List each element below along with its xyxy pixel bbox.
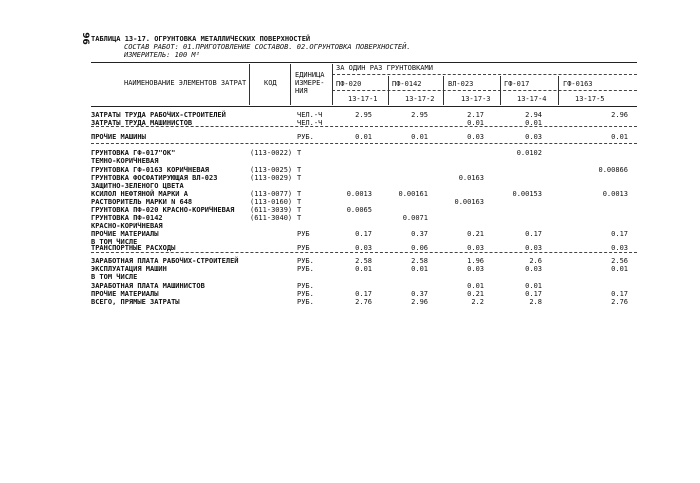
row-name: ЗАРАБОТНАЯ ПЛАТА МАШИНИСТОВ xyxy=(91,282,205,290)
header-primer: ГФ-017 xyxy=(504,80,530,88)
row-name: ГРУНТОВКА ГФ-0163 КОРИЧНЕВАЯ xyxy=(91,166,210,174)
row-name: ГРУНТОВКА ФОСФАТИРУЮЩАЯ ВЛ-023 xyxy=(91,174,218,182)
header-name: НАИМЕНОВАНИЕ ЭЛЕМЕНТОВ ЗАТРАТ xyxy=(124,79,247,87)
row-unit: РУБ. xyxy=(297,290,314,298)
row-unit: РУБ xyxy=(297,230,310,238)
row-value: 0.06 xyxy=(411,244,428,252)
row-code: (611-3039) xyxy=(250,206,293,214)
row-name: ЗАЩИТНО-ЗЕЛЕНОГО ЦВЕТА xyxy=(91,182,184,190)
header-group-rule xyxy=(332,74,637,75)
row-value: 2.94 xyxy=(525,111,542,119)
header-divider xyxy=(443,76,444,105)
meter-unit: ИЗМЕРИТЕЛЬ: 100 М² xyxy=(124,51,200,59)
row-value: 0.00866 xyxy=(598,166,628,174)
row-value: 0.00161 xyxy=(398,190,428,198)
row-value: 0.21 xyxy=(467,230,484,238)
row-name: КРАСНО-КОРИЧНЕВАЯ xyxy=(91,222,163,230)
header-primer: ПФ-020 xyxy=(336,80,362,88)
row-value: 0.03 xyxy=(525,133,542,141)
row-value: 2.76 xyxy=(611,298,628,306)
row-value: 2.58 xyxy=(411,257,428,265)
row-value: 0.0071 xyxy=(402,214,428,222)
header-bottom-rule xyxy=(91,106,637,107)
row-code: (113-0160) xyxy=(250,198,293,206)
header-divider xyxy=(558,76,559,105)
row-value: 0.03 xyxy=(525,244,542,252)
row-value: 0.01 xyxy=(411,265,428,273)
row-unit: Т xyxy=(297,206,302,214)
header-code-number: 13-17-2 xyxy=(405,95,435,103)
row-value: 0.17 xyxy=(355,290,372,298)
row-value: 0.0065 xyxy=(346,206,372,214)
row-value: 0.01 xyxy=(467,282,484,290)
header-divider xyxy=(388,76,389,105)
row-name: ПРОЧИЕ МАТЕРИАЛЫ xyxy=(91,290,159,298)
row-unit: РУБ. xyxy=(297,298,314,306)
row-unit: РУБ. xyxy=(297,133,314,141)
header-top-rule xyxy=(91,62,637,63)
row-value: 0.03 xyxy=(467,133,484,141)
row-name: ВСЕГО, ПРЯМЫЕ ЗАТРАТЫ xyxy=(91,298,180,306)
row-value: 2.56 xyxy=(611,257,628,265)
row-value: 1.96 xyxy=(467,257,484,265)
row-value: 0.17 xyxy=(525,230,542,238)
row-value: 2.96 xyxy=(411,298,428,306)
header-code: КОД xyxy=(264,79,277,87)
row-code: (113-0077) xyxy=(250,190,293,198)
header-unit: ЕДИНИЦА xyxy=(295,71,325,79)
row-value: 0.01 xyxy=(611,133,628,141)
row-value: 2.76 xyxy=(355,298,372,306)
header-divider xyxy=(290,64,291,105)
header-code-number: 13-17-4 xyxy=(517,95,547,103)
row-code: (113-0022) xyxy=(250,149,293,157)
header-code-number: 13-17-1 xyxy=(348,95,378,103)
row-value: 0.01 xyxy=(525,282,542,290)
section-rule xyxy=(91,143,637,144)
row-name: ГРУНТОВКА ПФ-0142 xyxy=(91,214,163,222)
row-value: 0.0102 xyxy=(516,149,542,157)
header-divider xyxy=(332,64,333,105)
row-name: ЭКСПЛУАТАЦИЯ МАШИН xyxy=(91,265,167,273)
header-primer: ГФ-0163 xyxy=(563,80,593,88)
row-unit: Т xyxy=(297,174,302,182)
row-value: 0.17 xyxy=(525,290,542,298)
row-name: ЗАТРАТЫ ТРУДА РАБОЧИХ-СТРОИТЕЛЕЙ xyxy=(91,111,226,119)
row-value: 0.03 xyxy=(467,244,484,252)
row-name: ГРУНТОВКА ГФ-017"ОК" xyxy=(91,149,176,157)
row-value: 0.0013 xyxy=(602,190,628,198)
row-code: (113-0025) xyxy=(250,166,293,174)
row-code: (611-3040) xyxy=(250,214,293,222)
work-composition: СОСТАВ РАБОТ: 01.ПРИГОТОВЛЕНИЕ СОСТАВОВ. 02.ОГРУНТОВКА ПОВЕРХНОСТЕЙ. xyxy=(124,43,411,51)
row-value: 0.21 xyxy=(467,290,484,298)
row-name: КСИЛОЛ НЕФТЯНОЙ МАРКИ А xyxy=(91,190,188,198)
row-unit: Т xyxy=(297,198,302,206)
row-value: 0.00163 xyxy=(454,198,484,206)
row-value: 0.37 xyxy=(411,290,428,298)
header-code-number: 13-17-5 xyxy=(575,95,605,103)
header-primer: ВЛ-023 xyxy=(448,80,474,88)
row-name: ТРАНСПОРТНЫЕ РАСХОДЫ xyxy=(91,244,176,252)
row-value: 0.01 xyxy=(525,119,542,127)
row-name: ГРУНТОВКА ПФ-020 КРАСНО-КОРИЧНЕВАЯ xyxy=(91,206,235,214)
header-unit: НИЯ xyxy=(295,87,308,95)
header-subgroup-rule xyxy=(332,90,637,91)
table-title: ТАБЛИЦА 13-17. ОГРУНТОВКА МЕТАЛЛИЧЕСКИХ ПОВЕРХНОСТЕЙ xyxy=(91,35,311,43)
row-value: 0.0163 xyxy=(458,174,484,182)
row-name: ПРОЧИЕ МАТЕРИАЛЫ xyxy=(91,230,159,238)
row-value: 0.01 xyxy=(611,265,628,273)
row-unit: ЧЕЛ.-Ч xyxy=(297,111,323,119)
row-value: 2.95 xyxy=(411,111,428,119)
row-unit: Т xyxy=(297,149,302,157)
row-unit: РУБ xyxy=(297,244,310,252)
header-divider xyxy=(500,76,501,105)
row-value: 0.03 xyxy=(355,244,372,252)
header-unit: ИЗМЕРЕ- xyxy=(295,79,325,87)
row-value: 0.01 xyxy=(411,133,428,141)
row-value: 0.03 xyxy=(525,265,542,273)
row-value: 0.03 xyxy=(467,265,484,273)
header-primer: ПФ-0142 xyxy=(392,80,422,88)
row-value: 0.0013 xyxy=(346,190,372,198)
row-name: РАСТВОРИТЕЛЬ МАРКИ N 648 xyxy=(91,198,193,206)
row-unit: Т xyxy=(297,214,302,222)
row-value: 2.6 xyxy=(529,257,542,265)
page-number: 96 xyxy=(79,32,90,45)
row-value: 0.37 xyxy=(411,230,428,238)
row-value: 2.17 xyxy=(467,111,484,119)
row-value: 2.8 xyxy=(529,298,542,306)
header-group: ЗА ОДИН РАЗ ГРУНТОВКАМИ xyxy=(336,64,433,72)
row-unit: РУБ. xyxy=(297,265,314,273)
row-unit: РУБ. xyxy=(297,257,314,265)
header-divider xyxy=(249,64,250,105)
row-value: 0.01 xyxy=(467,119,484,127)
row-value: 0.00153 xyxy=(512,190,542,198)
row-name: ЗАРАБОТНАЯ ПЛАТА РАБОЧИХ-СТРОИТЕЛЕЙ xyxy=(91,257,239,265)
row-value: 0.01 xyxy=(355,265,372,273)
row-value: 0.17 xyxy=(611,290,628,298)
row-unit: Т xyxy=(297,166,302,174)
row-value: 2.96 xyxy=(611,111,628,119)
row-name: В ТОМ ЧИСЛЕ xyxy=(91,238,138,246)
row-value: 0.17 xyxy=(611,230,628,238)
row-name: ТЕМНО-КОРИЧНЕВАЯ xyxy=(91,157,159,165)
row-value: 0.17 xyxy=(355,230,372,238)
row-unit: ЧЕЛ.-Ч xyxy=(297,119,323,127)
row-unit: Т xyxy=(297,190,302,198)
row-value: 0.01 xyxy=(355,133,372,141)
row-code: (113-0029) xyxy=(250,174,293,182)
row-name: ЗАТРАТЫ ТРУДА МАШИНИСТОВ xyxy=(91,119,193,127)
row-unit: РУБ. xyxy=(297,282,314,290)
row-value: 2.2 xyxy=(471,298,484,306)
row-name: ПРОЧИЕ МАШИНЫ xyxy=(91,133,146,141)
row-value: 2.58 xyxy=(355,257,372,265)
row-value: 2.95 xyxy=(355,111,372,119)
header-code-number: 13-17-3 xyxy=(461,95,491,103)
row-name: В ТОМ ЧИСЛЕ xyxy=(91,273,138,281)
row-value: 0.03 xyxy=(611,244,628,252)
